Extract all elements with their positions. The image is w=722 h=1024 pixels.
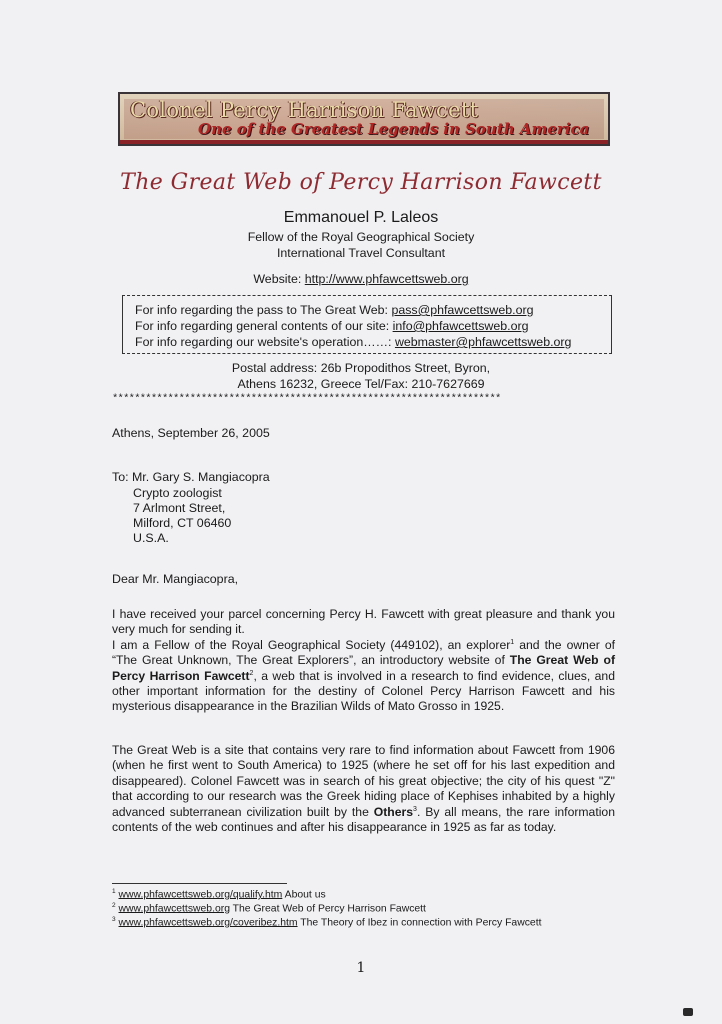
info-line-webmaster [135, 335, 571, 349]
header-banner [118, 92, 610, 146]
recipient-line-2: 7 Arlmont Street, [133, 501, 226, 515]
footnote-2 [112, 902, 426, 914]
recipient-to: To: Mr. Gary S. Mangiacopra [112, 470, 270, 484]
page-title: The Great Web of Percy Harrison Fawcett [120, 170, 602, 195]
footnote-text: The Theory of Ibez in connection with Percy Fawcett [297, 917, 542, 929]
footnote-link[interactable]: www.phfawcettsweb.org/coveribez.htm [118, 917, 298, 929]
footnote-3 [112, 916, 541, 928]
footnote-1 [112, 888, 326, 900]
footnote-link[interactable]: www.phfawcettsweb.org/qualify.htm [118, 889, 283, 901]
letter-date: Athens, September 26, 2005 [112, 426, 270, 440]
footnote-num: 2 [112, 902, 116, 909]
webmaster-email-link[interactable]: webmaster@phfawcettsweb.org [394, 335, 572, 349]
info-label: For info regarding the pass to The Great Web: [135, 303, 392, 317]
postal-address-1: Postal address: 26b Propodithos Street, Byron, [231, 361, 491, 375]
body-paragraph-2 [112, 743, 615, 835]
banner-subtitle: One of the Greatest Legends in South America [198, 120, 590, 138]
footnote-num: 3 [112, 916, 116, 923]
recipient-line-1: Crypto zoologist [133, 486, 222, 500]
footnote-rule [112, 883, 287, 884]
info-email-link[interactable]: info@phfawcettsweb.org [392, 319, 529, 333]
author-name: Emmanouel P. Laleos [283, 209, 439, 226]
contact-info-box [122, 295, 612, 354]
salutation: Dear Mr. Mangiacopra, [112, 572, 239, 586]
body-paragraph-1 [112, 607, 615, 715]
para1-a: I have received your parcel concerning Percy H. Fawcett with great pleasure and thank you very much for sending it. [112, 607, 615, 637]
others-bold: Others [373, 804, 414, 819]
para1-c: and the owner of “The Great Unknown, The Great Explorers”, an introductory website of [112, 637, 615, 668]
page-number: 1 [356, 960, 366, 976]
postal-address-2: Athens 16232, Greece Tel/Fax: 210-7627669 [237, 377, 485, 391]
para1-e: , a web that is involved in a research to find evidence, clues, and other important information for the destiny of Colonel Percy Harrison Fawcett and his mysterious disappearance in the Brazilian Wilds of Mato Grosso in 1925. [112, 668, 615, 714]
footnote-link[interactable]: www.phfawcettsweb.org [118, 903, 230, 915]
footnote-ref-3: 3 [413, 805, 417, 813]
info-label: For info regarding our website's operation……: [135, 335, 395, 349]
author-title-2: International Travel Consultant [276, 246, 446, 260]
web-name-bold: The Great Web of Percy Harrison Fawcett [112, 653, 615, 683]
separator-line: ********************************************************************** [112, 393, 501, 405]
info-line-pass [135, 303, 534, 317]
banner-title: Colonel Percy Harrison Fawcett [130, 98, 479, 122]
website-line [0, 272, 722, 286]
footnote-text: About us [282, 889, 326, 901]
footnote-ref-2: 2 [249, 669, 254, 677]
pass-email-link[interactable]: pass@phfawcettsweb.org [391, 303, 534, 317]
para2-b: . By all means, the rare information contents of the web continues and after his disappearance in 1925 as far as today. [112, 804, 615, 835]
recipient-line-3: Milford, CT 06460 [133, 516, 232, 530]
recipient-line-4: U.S.A. [133, 531, 169, 545]
author-title-1: Fellow of the Royal Geographical Society [247, 230, 475, 244]
banner-bottom-bar [120, 140, 608, 144]
info-line-general [135, 319, 528, 333]
footnote-num: 1 [112, 888, 116, 895]
para1-b: I am a Fellow of the Royal Geographical Society (449102), an explorer [112, 637, 511, 652]
info-label: For info regarding general contents of our site: [135, 319, 393, 333]
scan-artifact [683, 1008, 693, 1016]
para2-a: The Great Web is a site that contains very rare to find information about Fawcett from 1906 (when he first went to South America) to 1925 (where he set off for his last expedition and disappeared). Colonel Fawcett was in search of his great objective; the city of his quest "Z" that according to our research was the Greek hiding place of Kephises inhabited by a highly advanced subterranean civilization built by the [112, 743, 615, 819]
footnote-text: The Great Web of Percy Harrison Fawcett [229, 903, 426, 915]
footnote-ref-1: 1 [510, 638, 515, 646]
website-label: Website: [253, 272, 305, 286]
website-link[interactable]: http://www.phfawcettsweb.org [304, 272, 469, 286]
